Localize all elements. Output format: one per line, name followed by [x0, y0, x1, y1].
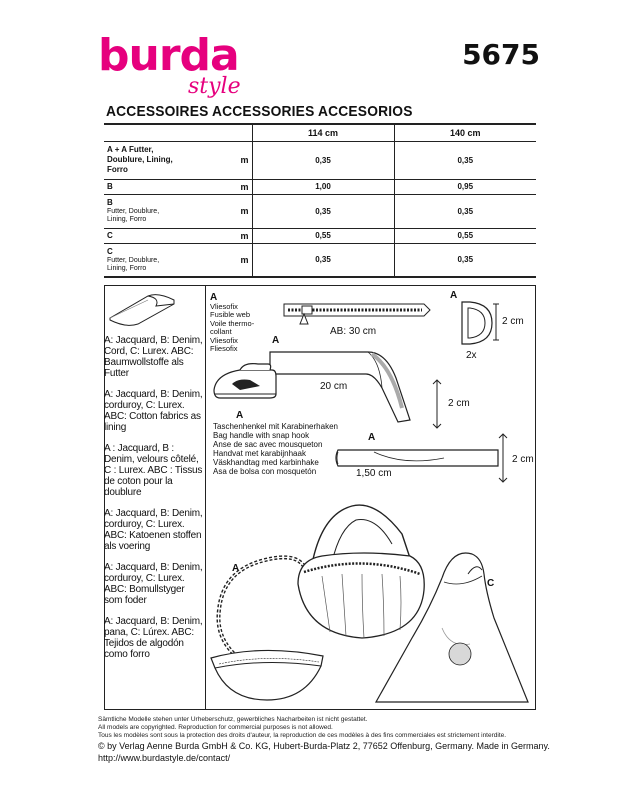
footer-line-fr: Tous les modèles sont sous la protection des droits d'auteur, la reproduction de ces modèles à des fins commerciales est strictement interdite. — [98, 732, 507, 739]
fabric-suggestions — [104, 335, 204, 670]
footer-url[interactable]: http://www.burdastyle.de/contact/ — [98, 753, 231, 763]
header-140: 140 cm — [394, 124, 536, 141]
fabric-text-en: A: Jacquard, B: Denim, corduroy, C: Lurex. ABC: Cotton fabrics as lining — [104, 389, 203, 433]
fabric-text-de: A: Jacquard, B: Denim, Cord, C: Lurex. ABC: Baumwollstoffe als Futter — [104, 335, 203, 379]
view-c-label: C — [487, 578, 495, 589]
row-value-114: 0,35 — [252, 243, 394, 277]
row-value-140: 0,55 — [394, 228, 536, 243]
fabric-text-fr: A : Jacquard, B : Denim, velours côtelé, C : Lurex. ABC : Tissus de coton pour la doublure — [104, 443, 203, 498]
iron-icon — [210, 360, 280, 404]
fabric-requirements-table — [104, 123, 536, 278]
row-sublabel: Futter, Doublure, Lining, Forro — [107, 256, 160, 272]
row-label: A + A Futter, Doublure, Lining, Forro — [104, 141, 182, 179]
handle-length: 1,50 cm — [356, 468, 392, 479]
logo-style: style — [188, 74, 241, 99]
row-unit: m — [182, 194, 252, 228]
table-header-row — [104, 124, 536, 141]
interfacing-text: A Vliesofix Fusible web Voile thermo- collant Vliesofix Fliesofix — [210, 292, 255, 353]
dring-size: 2 cm — [502, 316, 524, 327]
handle-text: Taschenhenkel mit Karabinerhaken Bag handle with snap hook Anse de sac avec mousqueton Handvat met karabijnhaak Väskhandtag med karbinhake Asa de bolsa con mosquetón — [213, 422, 338, 476]
row-label: C — [107, 246, 113, 256]
view-a-label: A — [232, 563, 240, 574]
table-row — [104, 179, 536, 194]
footer-copyright: © by Verlag Aenne Burda GmbH & Co. KG, Hubert-Burda-Platz 2, 77652 Offenburg, Germany. Made in Germany. — [98, 741, 550, 751]
table-row — [104, 141, 536, 179]
zipper-icon — [282, 296, 432, 326]
row-unit: m — [182, 141, 252, 179]
tape-width-dimension — [432, 378, 442, 430]
tape-label: A — [272, 335, 280, 346]
logo-burda: burda — [98, 30, 239, 81]
row-label: B — [104, 179, 182, 194]
table-row — [104, 228, 536, 243]
dring-label: A — [450, 290, 458, 301]
tape-width: 2 cm — [448, 398, 470, 409]
row-value-140: 0,95 — [394, 179, 536, 194]
row-unit: m — [182, 243, 252, 277]
handle-width-dimension — [498, 432, 508, 484]
row-value-114: 1,00 — [252, 179, 394, 194]
pattern-number: 5675 — [462, 38, 540, 71]
row-label: C — [104, 228, 182, 243]
row-unit: m — [182, 179, 252, 194]
d-ring-dimension — [491, 302, 501, 342]
footer-line-en: All models are copyrighted. Reproduction for commercial purposes is not allowed. — [98, 724, 333, 731]
handle-width: 2 cm — [512, 454, 534, 465]
row-value-140: 0,35 — [394, 194, 536, 228]
row-value-114: 0,35 — [252, 141, 394, 179]
handle-label: A — [368, 432, 376, 443]
interfacing-label: A — [210, 292, 218, 303]
row-unit: m — [182, 228, 252, 243]
fabric-text-nl: A: Jacquard, B: Denim, corduroy, C: Lurex. ABC: Katoenen stoffen als voering — [104, 508, 203, 552]
row-value-140: 0,35 — [394, 141, 536, 179]
view-c-tote-bag — [372, 548, 532, 706]
zipper-length: AB: 30 cm — [330, 326, 377, 337]
header-114: 114 cm — [252, 124, 394, 141]
iron-label: A — [236, 410, 244, 421]
fabric-text-sv: A: Jacquard, B: Denim, corduroy, C: Lurex. ABC: Bomullstyger som foder — [104, 562, 203, 606]
dring-qty: 2x — [466, 350, 477, 361]
row-value-114: 0,55 — [252, 228, 394, 243]
row-sublabel: Futter, Doublure, Lining, Forro — [107, 208, 160, 223]
row-value-114: 0,35 — [252, 194, 394, 228]
section-title: ACCESSOIRES ACCESSORIES ACCESORIOS — [106, 103, 413, 120]
footer-line-de: Sämtliche Modelle stehen unter Urheberschutz, gewerbliches Nacharbeiten ist nicht gestattet. — [98, 716, 368, 723]
table-row — [104, 194, 536, 228]
row-label: B — [107, 198, 113, 207]
fabric-text-es: A: Jacquard, B: Denim, pana, C: Lúrex. ABC: Tejidos de algodón como forro — [104, 616, 203, 660]
fabric-swatch-icon — [108, 290, 178, 328]
table-row — [104, 243, 536, 277]
burda-style-logo — [98, 30, 248, 104]
row-value-140: 0,35 — [394, 243, 536, 277]
tape-length: 20 cm — [320, 381, 348, 392]
copyright-footer — [98, 716, 550, 764]
